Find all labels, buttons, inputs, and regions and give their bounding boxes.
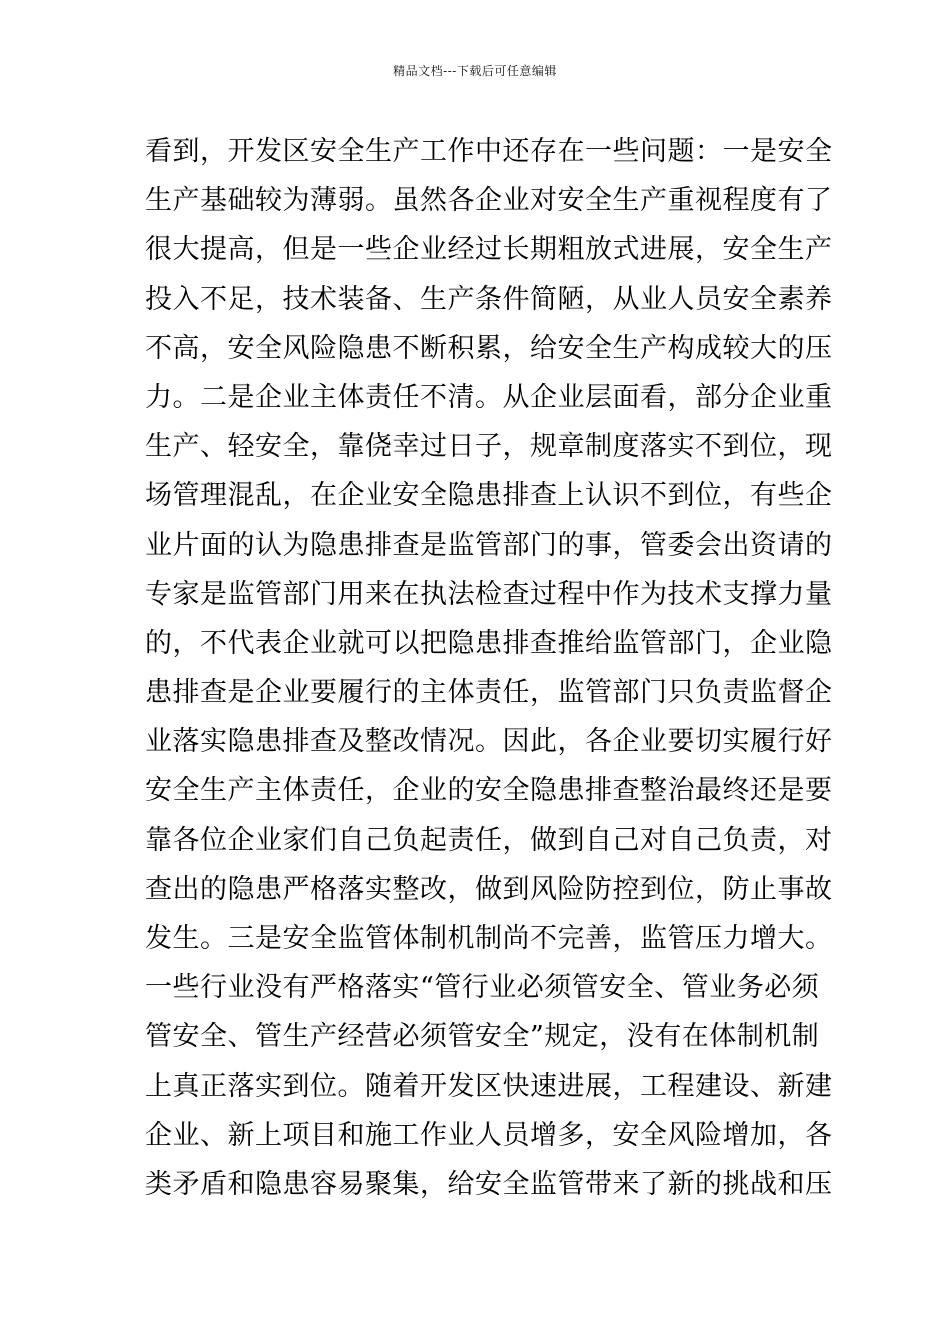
text-line: 力。二是企业主体责任不清。从企业层面看，部分企业重: [145, 381, 833, 413]
page-header: 精品文档---下载后可任意编辑: [393, 64, 557, 78]
text-line: 不高，安全风险隐患不断积累，给安全生产构成较大的压: [145, 332, 833, 364]
text-line: 场管理混乱，在企业安全隐患排查上认识不到位，有些企: [145, 480, 833, 512]
text-line: 上真正落实到位。随着开发区快速进展，工程建设、新建: [145, 1070, 833, 1102]
text-line: 患排查是企业要履行的主体责任，监管部门只负责监督企: [145, 677, 833, 709]
text-line: 靠各位企业家们自己负起责任，做到自己对自己负责，对: [145, 824, 833, 856]
text-line: 企业、新上项目和施工作业人员增多，安全风险增加，各: [145, 1119, 833, 1151]
text-line: 生产基础较为薄弱。虽然各企业对安全生产重视程度有了: [145, 185, 833, 217]
document-body: [145, 127, 833, 1209]
text-line: 投入不足，技术装备、生产条件简陋，从业人员安全素养: [145, 283, 833, 315]
text-line: 类矛盾和隐患容易聚集，给安全监管带来了新的挑战和压: [145, 1168, 833, 1200]
text-line: 查出的隐患严格落实整改，做到风险防控到位，防止事故: [145, 873, 833, 905]
text-line: 很大提高，但是一些企业经过长期粗放式进展，安全生产: [145, 234, 833, 266]
text-line: 业落实隐患排查及整改情况。因此，各企业要切实履行好: [145, 726, 833, 758]
text-line: 一些行业没有严格落实“管行业必须管安全、管业务必须: [145, 972, 820, 1004]
text-line: 发生。三是安全监管体制机制尚不完善，监管压力增大。: [145, 923, 833, 954]
text-line: 看到，开发区安全生产工作中还存在一些问题：一是安全: [145, 136, 833, 167]
text-line: 安全生产主体责任，企业的安全隐患排查整治最终还是要: [145, 775, 833, 807]
text-line: 专家是监管部门用来在执法检查过程中作为技术支撑力量: [145, 578, 833, 610]
text-line: 管安全、管生产经营必须管安全”规定，没有在体制机制: [145, 1021, 820, 1053]
text-line: 生产、轻安全，靠侥幸过日子，规章制度落实不到位，现: [145, 431, 833, 463]
text-line: 业片面的认为隐患排查是监管部门的事，管委会出资请的: [145, 529, 833, 561]
text-line: 的，不代表企业就可以把隐患排查推给监管部门，企业隐: [145, 627, 833, 659]
